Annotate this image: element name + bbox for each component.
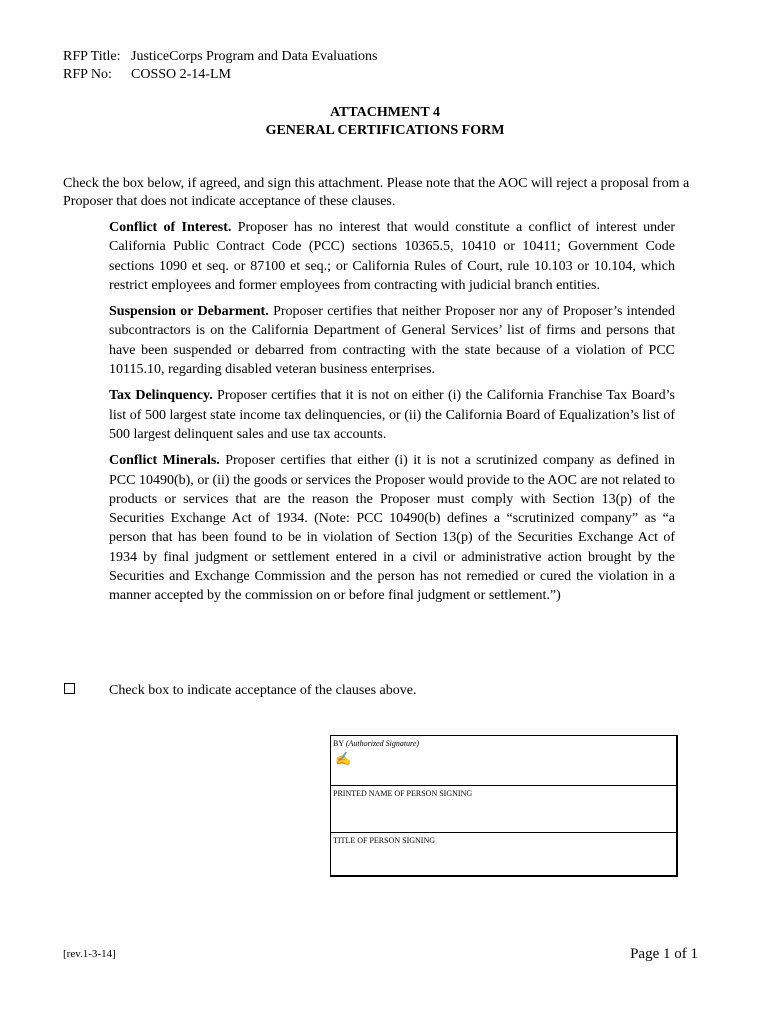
printed-name-field[interactable]: [331, 786, 676, 833]
by-hint: (Authorized Signature): [345, 739, 420, 748]
clause-tax-delinquency: [109, 386, 675, 444]
intro-paragraph: Check the box below, if agreed, and sign this attachment. Please note that the AOC will reject a proposal from a Proposer that does not indicate acceptance of these clauses.: [63, 176, 690, 209]
rfp-title-label: RFP Title:: [63, 49, 121, 64]
clause-title: Suspension or Debarment.: [109, 304, 269, 320]
signature-block: [330, 735, 678, 877]
clause-text: Proposer has no interest that would constitute a conflict of interest under California Public Contract Code (PCC) sections 10365.5, 10410 or 10411; Government Code sections 1090 et seq. or 87100 et seq.; or California Rules of Court, rule 10.103 or 10.104, which restrict employees and former employees from contracting with judicial branch entities.: [109, 220, 675, 293]
rfp-number-value: COSSO 2-14-LM: [131, 67, 231, 82]
clause-text: Proposer certifies that either (i) it is not a scrutinized company as defined in PCC 10490(b), or (ii) the goods or services the Proposer would provide to the AOC are not related to products or services that are the reason the Proposer must comply with Section 13(p) of the Securities Exchange Act of 1934. (Note: PCC 10490(b) defines a “scrutinized company” as “a person that has been found to be in violation of Section 13(p) of the Securities Exchange Act of 1934 by final judgment or settlement entered in a civil or administrative action brought by the Securities and Exchange Commission and the person has not remedied or cured the violation in a manner accepted by the commission on or before final judgment or settlement.”): [109, 453, 676, 604]
clause-title: Conflict of Interest.: [109, 220, 232, 235]
clause-title: Conflict Minerals.: [109, 453, 220, 469]
revision-label: [rev.1-3-14]: [63, 948, 116, 960]
signature-label: [333, 739, 419, 748]
printed-name-label: PRINTED NAME OF PERSON SIGNING: [333, 789, 473, 798]
clause-text: Proposer certifies that neither Proposer nor any of Proposer’s intended subcontractors is on the California Department of General Services’ list of firms and persons that have been suspended or debarred from contracting with the state because of a violation of PCC 10115.10, regarding disabled veteran business enterprises.: [109, 304, 676, 378]
title-of-signer-field[interactable]: [331, 833, 676, 876]
attachment-heading: ATTACHMENT 4: [329, 105, 441, 120]
page-number: Page 1 of 1: [630, 946, 698, 962]
authorized-signature-field[interactable]: [331, 736, 676, 786]
pen-icon: ✍: [335, 751, 352, 766]
clause-title: Tax Delinquency.: [109, 388, 213, 404]
clause-text: Proposer certifies that it is not on either (i) the California Franchise Tax Board’s list of 500 largest state income tax delinquencies, or (ii) the California Board of Equalization’s list of 500 largest delinquent sales and use tax accounts.: [109, 388, 675, 442]
by-label: BY: [333, 739, 344, 748]
acceptance-checkbox[interactable]: [64, 683, 75, 694]
form-title: GENERAL CERTIFICATIONS FORM: [265, 123, 505, 138]
title-label: TITLE OF PERSON SIGNING: [333, 836, 435, 845]
rfp-number-line: [63, 66, 231, 83]
clause-conflict-minerals: [109, 451, 675, 605]
rfp-title-value: JusticeCorps Program and Data Evaluations: [131, 49, 378, 64]
rfp-title-line: [63, 48, 378, 65]
clause-conflict-of-interest: [109, 218, 675, 295]
clauses-list: [109, 218, 675, 613]
acceptance-label: Check box to indicate acceptance of the clauses above.: [109, 683, 417, 698]
rfp-number-label: RFP No:: [63, 67, 112, 82]
clause-suspension-debarment: [109, 302, 675, 379]
